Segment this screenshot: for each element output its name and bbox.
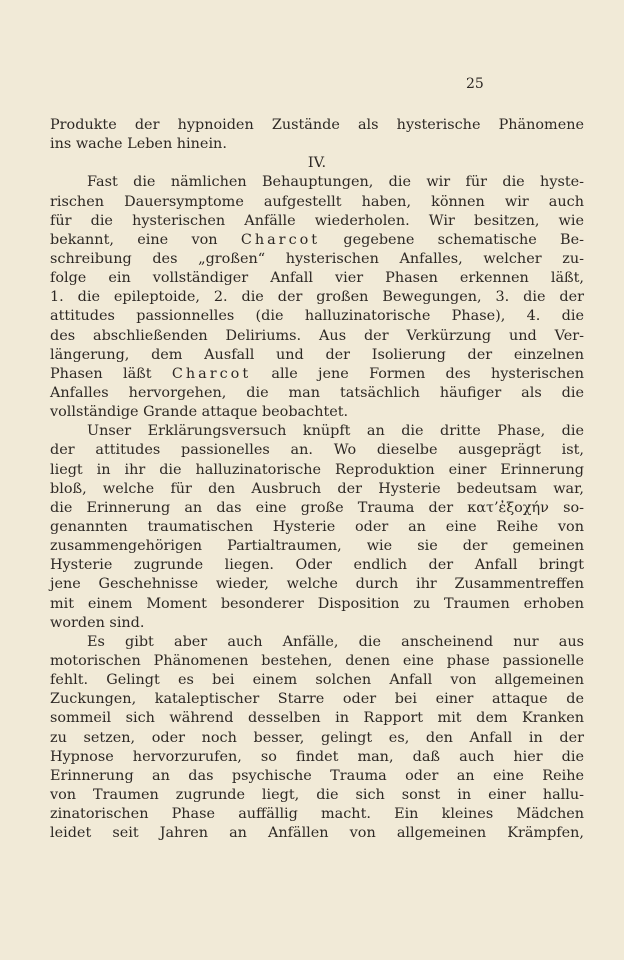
emphasized-name: Charcot bbox=[240, 231, 321, 248]
text-line: bloß, welche für den Ausbruch der Hysterie bedeutsam war, bbox=[50, 480, 584, 497]
text-line: mit einem Moment besonderer Disposition zu Traumen erhoben bbox=[50, 595, 584, 612]
text-line: zinatorischen Phase auffällig macht. Ein kleines Mädchen bbox=[50, 806, 584, 823]
body-text bbox=[50, 116, 584, 843]
text-line: vollständige Grande attaque beobachtet. bbox=[50, 404, 349, 421]
text-line: jene Geschehnisse wieder, welche durch ihr Zusammentreffen bbox=[50, 576, 584, 593]
text-line: von Traumen zugrunde liegt, die sich sonst in einer hallu- bbox=[50, 786, 584, 803]
section-heading: IV. bbox=[307, 155, 327, 172]
text-line: Phasen läßt Charcot alle jene Formen des hysterischen bbox=[50, 365, 584, 382]
text-line: attitudes passionnelles (die halluzinatorische Phase), 4. die bbox=[50, 308, 584, 325]
text-line: worden sind. bbox=[50, 614, 145, 631]
text-line: ins wache Leben hinein. bbox=[50, 136, 227, 153]
text-line: schreibung des „großen“ hysterischen Anfalles, welcher zu- bbox=[50, 250, 584, 267]
text-line: genannten traumatischen Hysterie oder an eine Reihe von bbox=[50, 518, 584, 535]
emphasized-name: Charcot bbox=[171, 365, 252, 382]
text-line: 1. die epileptoide, 2. die der großen Bewegungen, 3. die der bbox=[50, 289, 584, 306]
text-line: fehlt. Gelingt es bei einem solchen Anfall von allgemeinen bbox=[50, 672, 584, 689]
text-line: leidet seit Jahren an Anfällen von allgemeinen Krämpfen, bbox=[50, 825, 584, 842]
text-line: motorischen Phänomenen bestehen, denen eine phase passionelle bbox=[50, 652, 584, 669]
text-line: Unser Erklärungsversuch knüpft an die dritte Phase, die bbox=[87, 423, 584, 440]
text-line: rischen Dauersymptome aufgestellt haben, können wir auch bbox=[50, 193, 584, 210]
text-line: Produkte der hypnoiden Zustände als hysterische Phänomene bbox=[50, 117, 584, 133]
text-line: zu setzen, oder noch besser, gelingt es, den Anfall in der bbox=[50, 729, 584, 746]
text-line: längerung, dem Ausfall und der Isolierung der einzelnen bbox=[50, 346, 584, 363]
text-line: für die hysterischen Anfälle wiederholen. Wir besitzen, wie bbox=[50, 212, 584, 229]
text-line: Hysterie zugrunde liegen. Oder endlich der Anfall bringt bbox=[50, 557, 584, 574]
text-line: die Erinnerung an das eine große Trauma der κατ’ἐξοχήν so- bbox=[50, 499, 584, 516]
text-line: Es gibt aber auch Anfälle, die anscheinend nur aus bbox=[87, 633, 584, 650]
text-line: sommeil sich während desselben in Rapport mit dem Kranken bbox=[50, 710, 584, 727]
text-line: Anfalles hervorgehen, die man tatsächlich häufiger als die bbox=[50, 384, 584, 401]
page-number: 25 bbox=[466, 76, 484, 92]
text-line: folge ein vollständiger Anfall vier Phasen erkennen läßt, bbox=[50, 270, 584, 287]
text-line: des abschließenden Deliriums. Aus der Verkürzung und Ver- bbox=[50, 327, 584, 344]
text-line: liegt in ihr die halluzinatorische Reproduktion einer Erinnerung bbox=[50, 461, 584, 478]
text-line: Hypnose hervorzurufen, so findet man, daß auch hier die bbox=[50, 748, 584, 765]
text-line: der attitudes passionelles an. Wo dieselbe ausgeprägt ist, bbox=[50, 442, 584, 459]
text-line: zusammengehörigen Partialtraumen, wie sie der gemeinen bbox=[50, 538, 584, 555]
text-line: Fast die nämlichen Behauptungen, die wir für die hyste- bbox=[87, 174, 584, 191]
text-line: Zuckungen, kataleptischer Starre oder bei einer attaque de bbox=[50, 691, 584, 708]
text-line: bekannt, eine von Charcot gegebene schematische Be- bbox=[50, 231, 584, 248]
text-line: Erinnerung an das psychische Trauma oder an eine Reihe bbox=[50, 767, 584, 784]
